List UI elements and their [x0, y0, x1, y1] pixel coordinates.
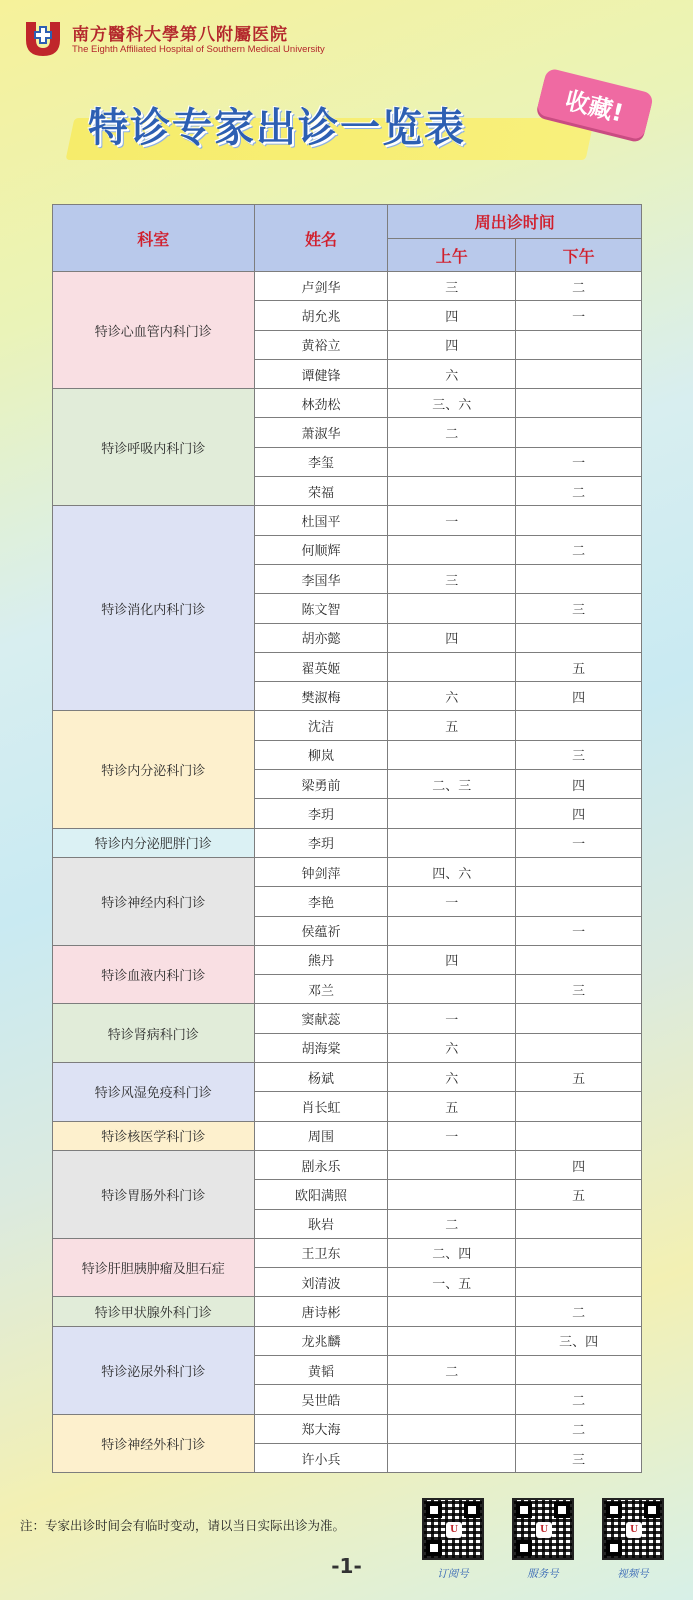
name-cell: 欧阳满照: [254, 1180, 388, 1209]
pm-cell: [516, 1092, 642, 1121]
table-row: [53, 1121, 642, 1150]
title-area: [60, 85, 627, 172]
header-am: 上午: [388, 239, 516, 272]
name-cell: 李艳: [254, 887, 388, 916]
am-cell: 一: [388, 887, 516, 916]
name-cell: 李国华: [254, 564, 388, 593]
am-cell: 二: [388, 1209, 516, 1238]
table-row: [53, 1297, 642, 1326]
hospital-header: [22, 18, 342, 64]
name-cell: 沈洁: [254, 711, 388, 740]
dept-cell: 特诊风湿免疫科门诊: [53, 1063, 255, 1122]
am-cell: 二、三: [388, 770, 516, 799]
pm-cell: [516, 1033, 642, 1062]
name-cell: 窦献蕊: [254, 1004, 388, 1033]
pm-cell: [516, 857, 642, 886]
table-row: [53, 389, 642, 418]
qr-video[interactable]: [602, 1498, 664, 1588]
am-cell: [388, 652, 516, 681]
schedule-table: [52, 204, 642, 1473]
table-row: [53, 1238, 642, 1267]
name-cell: 许小兵: [254, 1443, 388, 1472]
pm-cell: [516, 389, 642, 418]
name-cell: 翟英姬: [254, 652, 388, 681]
am-cell: 一: [388, 506, 516, 535]
name-cell: 陈文智: [254, 594, 388, 623]
table-row: [53, 272, 642, 301]
qr-service[interactable]: [512, 1498, 574, 1588]
pm-cell: 三: [516, 594, 642, 623]
pm-cell: [516, 1004, 642, 1033]
name-cell: 梁勇前: [254, 770, 388, 799]
name-cell: 刘清波: [254, 1268, 388, 1297]
header-week: 周出诊时间: [388, 205, 642, 239]
am-cell: [388, 1150, 516, 1179]
page-number: -1-: [331, 1554, 362, 1578]
pm-cell: [516, 330, 642, 359]
name-cell: 樊淑梅: [254, 682, 388, 711]
hospital-name-en: The Eighth Affiliated Hospital of Southern Medical University: [72, 44, 325, 55]
am-cell: [388, 740, 516, 769]
table-row: [53, 1063, 642, 1092]
name-cell: 肖长虹: [254, 1092, 388, 1121]
name-cell: 杨斌: [254, 1063, 388, 1092]
qr-label: 视频号: [617, 1568, 649, 1580]
qr-subscription[interactable]: [422, 1498, 484, 1588]
name-cell: 王卫东: [254, 1238, 388, 1267]
am-cell: 二、四: [388, 1238, 516, 1267]
header-name: 姓名: [254, 205, 388, 272]
qr-code-icon[interactable]: U: [512, 1498, 574, 1560]
am-cell: [388, 975, 516, 1004]
dept-cell: 特诊消化内科门诊: [53, 506, 255, 711]
am-cell: 二: [388, 1355, 516, 1384]
dept-cell: 特诊甲状腺外科门诊: [53, 1297, 255, 1326]
pm-cell: 四: [516, 1150, 642, 1179]
am-cell: 四、六: [388, 857, 516, 886]
am-cell: 四: [388, 945, 516, 974]
name-cell: 耿岩: [254, 1209, 388, 1238]
am-cell: 六: [388, 1063, 516, 1092]
am-cell: [388, 594, 516, 623]
name-cell: 卢剑华: [254, 272, 388, 301]
pm-cell: 二: [516, 535, 642, 564]
name-cell: 侯蕴祈: [254, 916, 388, 945]
pm-cell: 一: [516, 301, 642, 330]
qr-code-icon[interactable]: U: [422, 1498, 484, 1560]
pm-cell: [516, 711, 642, 740]
dept-cell: 特诊核医学科门诊: [53, 1121, 255, 1150]
am-cell: [388, 916, 516, 945]
pm-cell: 二: [516, 272, 642, 301]
pm-cell: 一: [516, 916, 642, 945]
name-cell: 荣福: [254, 477, 388, 506]
dept-cell: 特诊内分泌科门诊: [53, 711, 255, 828]
pm-cell: [516, 1238, 642, 1267]
am-cell: [388, 799, 516, 828]
collect-badge-label: 收藏!: [562, 85, 627, 128]
dept-cell: 特诊神经外科门诊: [53, 1414, 255, 1473]
name-cell: 林劲松: [254, 389, 388, 418]
hospital-name: 南方醫科大學第八附屬医院: [72, 25, 288, 45]
pm-cell: [516, 506, 642, 535]
name-cell: 萧淑华: [254, 418, 388, 447]
name-cell: 胡海棠: [254, 1033, 388, 1062]
am-cell: 一: [388, 1121, 516, 1150]
pm-cell: 二: [516, 477, 642, 506]
page-title: 特诊专家出诊一览表: [88, 105, 466, 151]
name-cell: 李玥: [254, 828, 388, 857]
header-pm: 下午: [516, 239, 642, 272]
qr-code-icon[interactable]: U: [602, 1498, 664, 1560]
table-row: [53, 1150, 642, 1179]
qr-label: 服务号: [527, 1568, 559, 1580]
table-row: [53, 1326, 642, 1355]
dept-cell: 特诊血液内科门诊: [53, 945, 255, 1004]
pm-cell: 一: [516, 447, 642, 476]
pm-cell: 三: [516, 740, 642, 769]
am-cell: [388, 1180, 516, 1209]
dept-cell: 特诊内分泌肥胖门诊: [53, 828, 255, 857]
name-cell: 龙兆麟: [254, 1326, 388, 1355]
pm-cell: 二: [516, 1385, 642, 1414]
pm-cell: 二: [516, 1414, 642, 1443]
pm-cell: 二: [516, 1297, 642, 1326]
name-cell: 柳岚: [254, 740, 388, 769]
am-cell: [388, 535, 516, 564]
name-cell: 胡允兆: [254, 301, 388, 330]
dept-cell: 特诊泌尿外科门诊: [53, 1326, 255, 1414]
name-cell: 唐诗彬: [254, 1297, 388, 1326]
schedule-body: [53, 272, 642, 1473]
table-row: [53, 828, 642, 857]
am-cell: 五: [388, 1092, 516, 1121]
pm-cell: 三: [516, 975, 642, 1004]
pm-cell: [516, 418, 642, 447]
am-cell: 六: [388, 1033, 516, 1062]
name-cell: 熊丹: [254, 945, 388, 974]
table-row: [53, 857, 642, 886]
am-cell: [388, 1414, 516, 1443]
am-cell: [388, 447, 516, 476]
dept-cell: 特诊胃肠外科门诊: [53, 1150, 255, 1238]
am-cell: 四: [388, 623, 516, 652]
name-cell: 邓兰: [254, 975, 388, 1004]
pm-cell: [516, 1121, 642, 1150]
footnote: 注：专家出诊时间会有临时变动，请以当日实际出诊为准。: [20, 1518, 346, 1533]
name-cell: 剧永乐: [254, 1150, 388, 1179]
am-cell: [388, 828, 516, 857]
pm-cell: [516, 1355, 642, 1384]
am-cell: [388, 477, 516, 506]
am-cell: 三: [388, 564, 516, 593]
pm-cell: [516, 359, 642, 388]
am-cell: 一: [388, 1004, 516, 1033]
name-cell: 杜国平: [254, 506, 388, 535]
am-cell: 二: [388, 418, 516, 447]
am-cell: 六: [388, 359, 516, 388]
am-cell: [388, 1297, 516, 1326]
pm-cell: [516, 1268, 642, 1297]
dept-cell: 特诊肝胆胰肿瘤及胆石症: [53, 1238, 255, 1297]
am-cell: 四: [388, 301, 516, 330]
am-cell: 一、五: [388, 1268, 516, 1297]
table-row: [53, 1414, 642, 1443]
dept-cell: 特诊呼吸内科门诊: [53, 389, 255, 506]
pm-cell: 五: [516, 1063, 642, 1092]
am-cell: [388, 1385, 516, 1414]
pm-cell: 三: [516, 1443, 642, 1472]
pm-cell: [516, 1209, 642, 1238]
am-cell: 五: [388, 711, 516, 740]
hospital-logo-icon: [22, 18, 64, 58]
am-cell: [388, 1326, 516, 1355]
table-row: [53, 945, 642, 974]
am-cell: 三、六: [388, 389, 516, 418]
name-cell: 黄韬: [254, 1355, 388, 1384]
pm-cell: 五: [516, 652, 642, 681]
pm-cell: 一: [516, 828, 642, 857]
name-cell: 何顺辉: [254, 535, 388, 564]
name-cell: 李玺: [254, 447, 388, 476]
name-cell: 谭健锋: [254, 359, 388, 388]
pm-cell: 四: [516, 770, 642, 799]
name-cell: 胡亦懿: [254, 623, 388, 652]
table-row: [53, 506, 642, 535]
pm-cell: 四: [516, 799, 642, 828]
am-cell: 六: [388, 682, 516, 711]
dept-cell: 特诊神经内科门诊: [53, 857, 255, 945]
pm-cell: 三、四: [516, 1326, 642, 1355]
table-row: [53, 1004, 642, 1033]
header-dept: 科室: [53, 205, 255, 272]
pm-cell: 四: [516, 682, 642, 711]
qr-label: 订阅号: [437, 1568, 469, 1580]
pm-cell: [516, 945, 642, 974]
name-cell: 李玥: [254, 799, 388, 828]
name-cell: 钟剑萍: [254, 857, 388, 886]
pm-cell: [516, 623, 642, 652]
am-cell: [388, 1443, 516, 1472]
name-cell: 黄裕立: [254, 330, 388, 359]
name-cell: 吴世皓: [254, 1385, 388, 1414]
name-cell: 周围: [254, 1121, 388, 1150]
table-row: [53, 711, 642, 740]
name-cell: 郑大海: [254, 1414, 388, 1443]
pm-cell: 五: [516, 1180, 642, 1209]
dept-cell: 特诊心血管内科门诊: [53, 272, 255, 389]
pm-cell: [516, 887, 642, 916]
dept-cell: 特诊肾病科门诊: [53, 1004, 255, 1063]
am-cell: 四: [388, 330, 516, 359]
pm-cell: [516, 564, 642, 593]
am-cell: 三: [388, 272, 516, 301]
